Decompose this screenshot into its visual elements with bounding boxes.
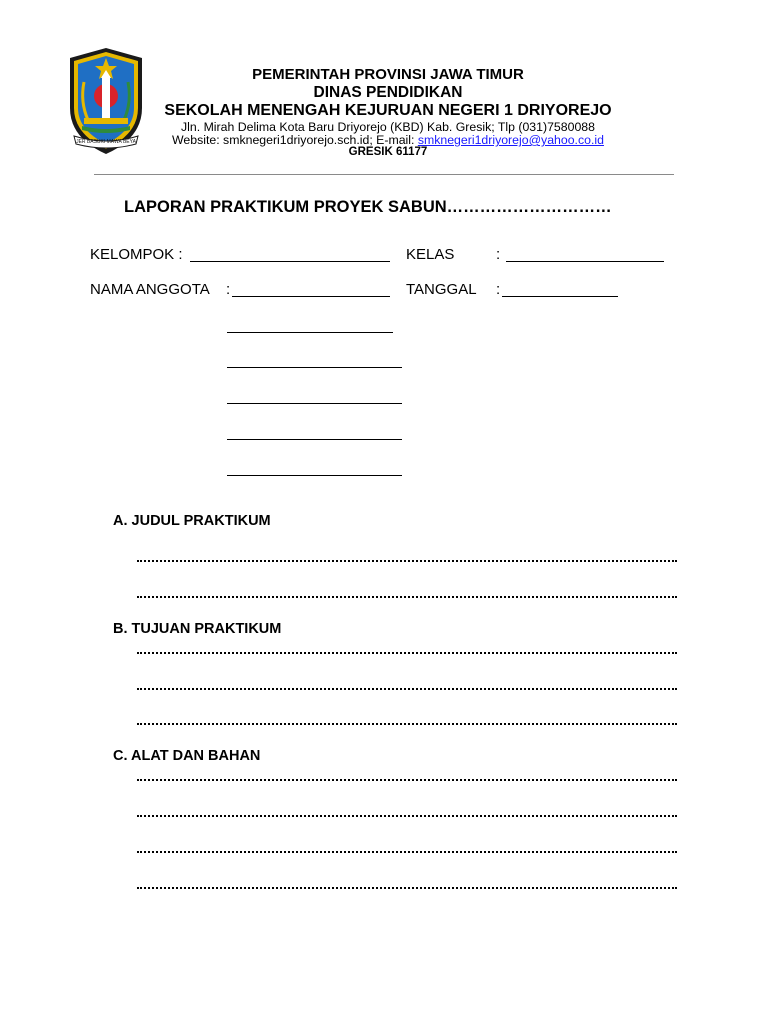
nama-anggota-label: NAMA ANGGOTA <box>90 281 210 298</box>
nama-anggota-field-5[interactable] <box>227 439 402 440</box>
nama-anggota-field-1[interactable] <box>232 296 390 297</box>
kelas-colon: : <box>496 246 501 263</box>
kelompok-field[interactable] <box>190 261 390 262</box>
header-school-name: SEKOLAH MENENGAH KEJURUAN NEGERI 1 DRIYOREJO <box>164 102 612 119</box>
logo-motto: JER BASUKI MAWA BEYA <box>76 139 136 145</box>
section-a-heading: A. JUDUL PRAKTIKUM <box>113 513 271 529</box>
nama-anggota-field-4[interactable] <box>227 403 402 404</box>
kelompok-label: KELOMPOK : <box>90 246 183 263</box>
letterhead <box>0 0 768 180</box>
tanggal-colon: : <box>496 281 501 298</box>
kelas-field[interactable] <box>506 261 664 262</box>
section-b-line-3[interactable] <box>137 723 677 725</box>
section-c-heading: C. ALAT DAN BAHAN <box>113 748 261 764</box>
email-link[interactable]: smknegeri1driyorejo@yahoo.co.id <box>417 133 604 147</box>
header-government: PEMERINTAH PROVINSI JAWA TIMUR <box>252 66 524 83</box>
kelas-label: KELAS <box>406 246 455 263</box>
section-b-line-2[interactable] <box>137 688 677 690</box>
nama-anggota-field-3[interactable] <box>227 367 402 368</box>
section-b-heading: B. TUJUAN PRAKTIKUM <box>113 621 282 637</box>
report-title: LAPORAN PRAKTIKUM PROYEK SABUN………………………… <box>124 198 612 216</box>
section-a-line-1[interactable] <box>137 560 677 562</box>
letterhead-divider <box>94 174 674 175</box>
header-contact <box>150 133 626 147</box>
nama-anggota-field-6[interactable] <box>227 475 402 476</box>
section-c-line-3[interactable] <box>137 851 677 853</box>
section-c-line-2[interactable] <box>137 815 677 817</box>
nama-anggota-field-2[interactable] <box>227 332 393 333</box>
tanggal-label: TANGGAL <box>406 281 477 298</box>
section-a-line-2[interactable] <box>137 596 677 598</box>
nama-anggota-colon: : <box>226 281 231 298</box>
section-b-line-1[interactable] <box>137 652 677 654</box>
section-c-line-4[interactable] <box>137 887 677 889</box>
east-java-crest-icon <box>66 46 146 156</box>
header-address: Jln. Mirah Delima Kota Baru Driyorejo (KBD) Kab. Gresik; Tlp (031)7580088 <box>181 120 595 134</box>
header-city: GRESIK 61177 <box>348 146 428 158</box>
section-c-line-1[interactable] <box>137 779 677 781</box>
tanggal-field[interactable] <box>502 296 618 297</box>
header-department: DINAS PENDIDIKAN <box>313 84 463 101</box>
header-website: Website: smknegeri1driyorejo.sch.id; E-mail: <box>172 133 418 147</box>
